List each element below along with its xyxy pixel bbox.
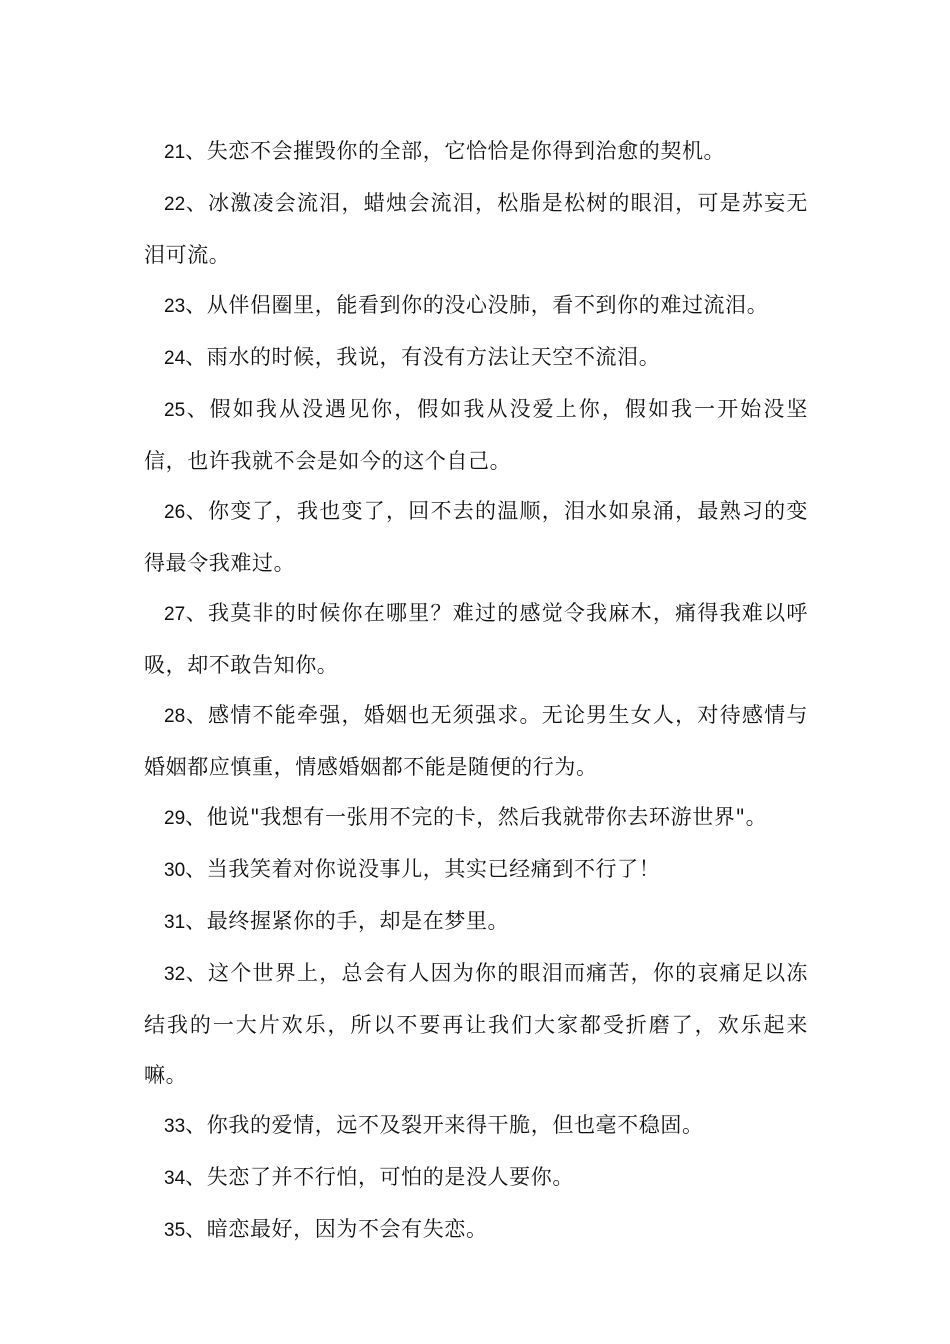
paragraph-text: 、冰激凌会流泪，蜡烛会流泪，松脂是松树的眼泪，可是苏妄无泪可流。 [144, 191, 808, 267]
paragraph-21 [144, 126, 808, 178]
paragraph-text: 、失恋了并不行怕，可怕的是没人要你。 [185, 1165, 574, 1189]
paragraph-number: 35 [164, 1220, 186, 1241]
paragraph-number: 31 [164, 912, 186, 933]
paragraph-31 [144, 896, 808, 948]
paragraph-text: 、这个世界上，总会有人因为你的眼泪而痛苦，你的哀痛足以冻结我的一大片欢乐，所以不要再让我们大家都受折磨了，欢乐起来嘛。 [144, 961, 808, 1087]
paragraph-number: 29 [164, 808, 186, 829]
paragraph-number: 26 [164, 502, 186, 523]
paragraph-number: 32 [164, 964, 186, 985]
paragraph-35 [144, 1204, 808, 1256]
paragraph-27 [144, 588, 808, 690]
paragraph-text: 、假如我从没遇见你，假如我从没爱上你，假如我一开始没坚信，也许我就不会是如今的这个自己。 [144, 397, 808, 473]
paragraph-text: 、雨水的时候，我说，有没有方法让天空不流泪。 [185, 345, 661, 369]
paragraph-26 [144, 486, 808, 588]
paragraph-text: 、暗恋最好，因为不会有失恋。 [185, 1217, 488, 1241]
paragraph-text: 、从伴侣圈里，能看到你的没心没肺，看不到你的难过流泪。 [185, 293, 769, 317]
paragraph-number: 25 [164, 400, 186, 421]
paragraph-25 [144, 384, 808, 486]
paragraph-24 [144, 332, 808, 384]
paragraph-30 [144, 844, 808, 896]
paragraph-number: 27 [164, 604, 186, 625]
paragraph-number: 30 [164, 860, 186, 881]
paragraph-number: 24 [164, 348, 186, 369]
paragraph-text: 、当我笑着对你说没事儿，其实已经痛到不行了！ [185, 857, 661, 881]
paragraph-text: 、我莫非的时候你在哪里？难过的感觉令我麻木，痛得我难以呼吸，却不敢告知你。 [144, 601, 808, 677]
paragraph-33 [144, 1100, 808, 1152]
paragraph-number: 33 [164, 1116, 186, 1137]
paragraph-number: 34 [164, 1168, 186, 1189]
paragraph-number: 21 [164, 142, 186, 163]
paragraph-text: 、你我的爱情，远不及裂开来得干脆，但也毫不稳固。 [185, 1113, 704, 1137]
paragraph-number: 22 [164, 194, 186, 215]
paragraph-28 [144, 690, 808, 792]
paragraph-text: 、感情不能牵强，婚姻也无须强求。无论男生女人，对待感情与婚姻都应慎重，情感婚姻都不能是随便的行为。 [144, 703, 808, 779]
paragraph-29 [144, 792, 808, 844]
paragraph-text: 、你变了，我也变了，回不去的温顺，泪水如泉涌，最熟习的变得最令我难过。 [144, 499, 808, 575]
paragraph-23 [144, 280, 808, 332]
paragraph-number: 23 [164, 296, 186, 317]
paragraph-text: 、最终握紧你的手，却是在梦里。 [185, 909, 510, 933]
document-body [144, 126, 808, 1256]
paragraph-text: 、失恋不会摧毁你的全部，它恰恰是你得到治愈的契机。 [185, 139, 726, 163]
paragraph-number: 28 [164, 706, 186, 727]
paragraph-32 [144, 948, 808, 1100]
paragraph-text: 、他说"我想有一张用不完的卡，然后我就带你去环游世界"。 [185, 805, 768, 829]
paragraph-34 [144, 1152, 808, 1204]
paragraph-22 [144, 178, 808, 280]
